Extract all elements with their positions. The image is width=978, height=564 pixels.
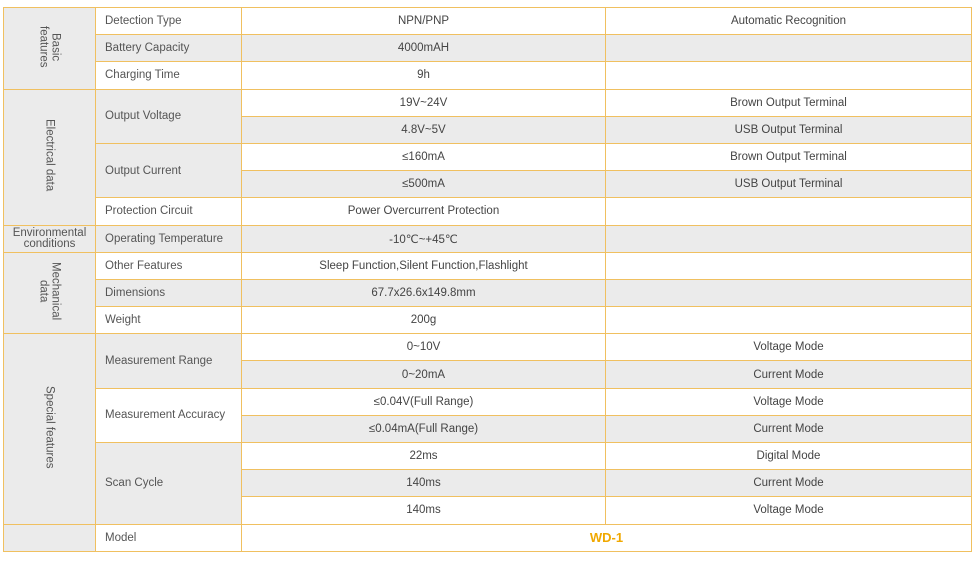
param-label: Charging Time bbox=[96, 62, 242, 89]
param-note: Current Mode bbox=[606, 415, 972, 442]
param-label: Operating Temperature bbox=[96, 225, 242, 252]
group-model-blank bbox=[4, 524, 96, 551]
table-row bbox=[4, 443, 972, 470]
table-row bbox=[4, 252, 972, 279]
param-label: Output Current bbox=[96, 143, 242, 197]
table-row bbox=[4, 279, 972, 306]
param-label: Measurement Range bbox=[96, 334, 242, 388]
param-note bbox=[606, 35, 972, 62]
table-row bbox=[4, 225, 972, 252]
param-label: Model bbox=[96, 524, 242, 551]
param-value: -10℃~+45℃ bbox=[242, 225, 606, 252]
param-label: Scan Cycle bbox=[96, 443, 242, 525]
param-value: 22ms bbox=[242, 443, 606, 470]
param-note: USB Output Terminal bbox=[606, 116, 972, 143]
param-value: ≤0.04mA(Full Range) bbox=[242, 415, 606, 442]
param-value: ≤500mA bbox=[242, 171, 606, 198]
param-value: 4.8V~5V bbox=[242, 116, 606, 143]
param-value: ≤160mA bbox=[242, 143, 606, 170]
spec-table bbox=[3, 7, 972, 552]
param-note: USB Output Terminal bbox=[606, 171, 972, 198]
group-basic-features: Basic features bbox=[4, 8, 96, 90]
table-row bbox=[4, 198, 972, 225]
param-note: Voltage Mode bbox=[606, 334, 972, 361]
param-note: Current Mode bbox=[606, 361, 972, 388]
param-value: 19V~24V bbox=[242, 89, 606, 116]
param-note bbox=[606, 307, 972, 334]
table-row bbox=[4, 388, 972, 415]
param-value: 0~20mA bbox=[242, 361, 606, 388]
param-note bbox=[606, 252, 972, 279]
param-note bbox=[606, 279, 972, 306]
param-value: ≤0.04V(Full Range) bbox=[242, 388, 606, 415]
table-row bbox=[4, 307, 972, 334]
param-label: Output Voltage bbox=[96, 89, 242, 143]
group-electrical-data: Electrical data bbox=[4, 89, 96, 225]
table-row bbox=[4, 89, 972, 116]
param-label: Weight bbox=[96, 307, 242, 334]
group-mechanical-data: Mechanical data bbox=[4, 252, 96, 334]
table-row bbox=[4, 62, 972, 89]
param-value: NPN/PNP bbox=[242, 8, 606, 35]
param-label: Protection Circuit bbox=[96, 198, 242, 225]
param-note: Voltage Mode bbox=[606, 388, 972, 415]
param-note bbox=[606, 198, 972, 225]
param-value: 200g bbox=[242, 307, 606, 334]
param-value: 67.7x26.6x149.8mm bbox=[242, 279, 606, 306]
model-value: WD-1 bbox=[242, 524, 972, 551]
table-row bbox=[4, 8, 972, 35]
param-label: Measurement Accuracy bbox=[96, 388, 242, 442]
param-label: Detection Type bbox=[96, 8, 242, 35]
param-value: 140ms bbox=[242, 470, 606, 497]
table-row bbox=[4, 35, 972, 62]
param-note: Automatic Recognition bbox=[606, 8, 972, 35]
param-label: Dimensions bbox=[96, 279, 242, 306]
table-row bbox=[4, 143, 972, 170]
param-note: Voltage Mode bbox=[606, 497, 972, 524]
param-note bbox=[606, 62, 972, 89]
param-value: 4000mAH bbox=[242, 35, 606, 62]
param-value: Power Overcurrent Protection bbox=[242, 198, 606, 225]
table-row bbox=[4, 334, 972, 361]
param-label: Other Features bbox=[96, 252, 242, 279]
param-note: Current Mode bbox=[606, 470, 972, 497]
param-label: Battery Capacity bbox=[96, 35, 242, 62]
param-note bbox=[606, 225, 972, 252]
param-note: Brown Output Terminal bbox=[606, 143, 972, 170]
param-note: Brown Output Terminal bbox=[606, 89, 972, 116]
group-environmental-conditions: Environmental conditions bbox=[4, 225, 96, 252]
param-value: 0~10V bbox=[242, 334, 606, 361]
param-note: Digital Mode bbox=[606, 443, 972, 470]
param-value: 9h bbox=[242, 62, 606, 89]
group-special-features: Special features bbox=[4, 334, 96, 524]
table-row bbox=[4, 524, 972, 551]
param-value: 140ms bbox=[242, 497, 606, 524]
param-value: Sleep Function,Silent Function,Flashlight bbox=[242, 252, 606, 279]
